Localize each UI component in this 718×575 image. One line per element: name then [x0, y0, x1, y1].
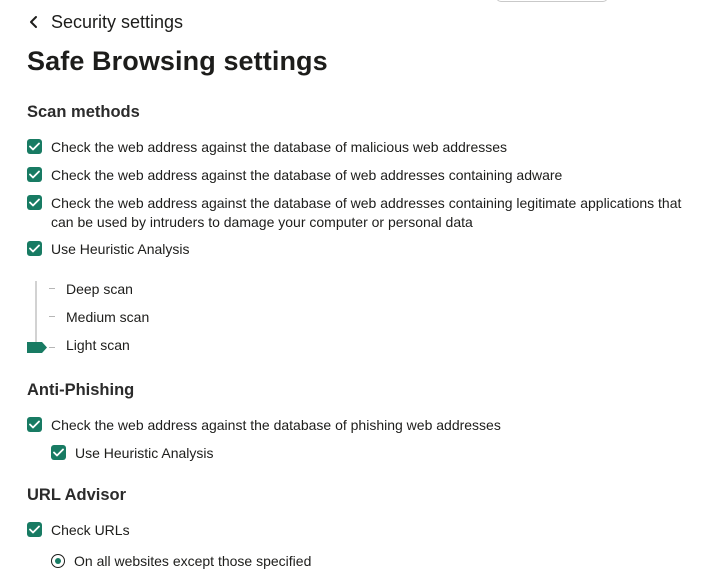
- heuristic-level-slider-thumb[interactable]: [27, 342, 47, 353]
- checkbox-checked-icon: [27, 241, 42, 256]
- checkbox-label: Check the web address against the database of phishing web addresses: [51, 417, 501, 433]
- chevron-left-icon: [27, 15, 41, 29]
- section-title-scan-methods: Scan methods: [27, 103, 140, 121]
- checkbox-checked-icon: [27, 195, 42, 210]
- checkbox-legitimate-apps-addresses[interactable]: [27, 194, 707, 232]
- level-medium-scan[interactable]: Medium scan: [66, 309, 150, 325]
- slider-tick: [49, 316, 55, 317]
- back-button[interactable]: [27, 10, 183, 34]
- page-title: Safe Browsing settings: [27, 46, 328, 76]
- window-top-tab: [496, 0, 608, 2]
- checkbox-checked-icon: [27, 417, 42, 432]
- checkbox-label: Use Heuristic Analysis: [51, 241, 190, 257]
- radio-all-websites-except[interactable]: [51, 553, 311, 569]
- checkbox-checked-icon: [27, 139, 42, 154]
- checkbox-checked-icon: [27, 167, 42, 182]
- checkbox-label: Check the web address against the database of web addresses containing legitimate applications that can be used by intruders to damage your computer or personal data: [51, 195, 682, 230]
- radio-label: On all websites except those specified: [74, 553, 312, 569]
- checkbox-phishing-heuristic[interactable]: [51, 444, 214, 463]
- section-title-url-advisor: URL Advisor: [27, 486, 127, 504]
- slider-tick: [49, 288, 55, 289]
- section-title-anti-phishing: Anti-Phishing: [27, 381, 135, 399]
- radio-selected-icon: [51, 554, 65, 568]
- checkbox-checked-icon: [51, 445, 66, 460]
- checkbox-checked-icon: [27, 522, 42, 537]
- checkbox-phishing-addresses[interactable]: [27, 416, 501, 435]
- back-label: Security settings: [51, 11, 184, 32]
- checkbox-label: Check the web address against the database of web addresses containing adware: [51, 167, 563, 183]
- level-deep-scan[interactable]: Deep scan: [66, 281, 133, 297]
- checkbox-label: Check URLs: [51, 522, 130, 538]
- level-light-scan[interactable]: Light scan: [66, 337, 130, 353]
- checkbox-malicious-addresses[interactable]: [27, 138, 507, 157]
- checkbox-adware-addresses[interactable]: [27, 166, 562, 185]
- checkbox-heuristic-analysis[interactable]: [27, 240, 190, 259]
- checkbox-check-urls[interactable]: [27, 521, 130, 540]
- checkbox-label: Check the web address against the database of malicious web addresses: [51, 139, 508, 155]
- slider-tick: [49, 347, 55, 348]
- checkbox-label: Use Heuristic Analysis: [75, 445, 214, 461]
